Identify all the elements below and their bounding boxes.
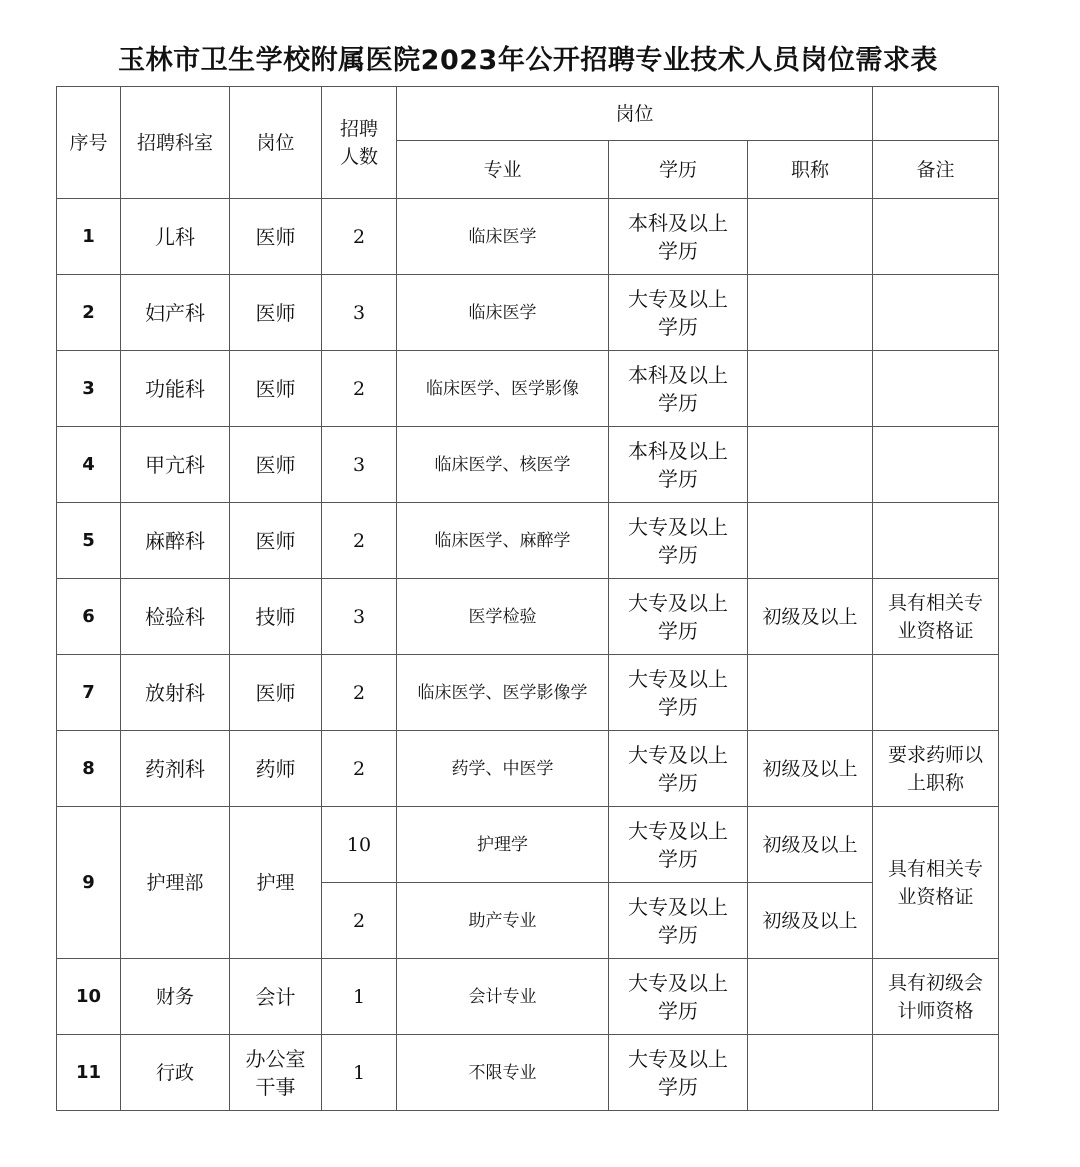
row-education: 大专及以上学历 (609, 959, 748, 1035)
row-seq: 11 (57, 1035, 121, 1111)
row-dept: 甲亢科 (121, 427, 230, 503)
row-dept: 护理部 (121, 807, 230, 959)
row-position: 医师 (230, 503, 322, 579)
row-dept: 麻醉科 (121, 503, 230, 579)
row-title (748, 351, 873, 427)
row-remark: 具有初级会计师资格 (873, 959, 999, 1035)
row-title (748, 959, 873, 1035)
row-dept: 功能科 (121, 351, 230, 427)
row-major: 临床医学 (397, 275, 609, 351)
row-remark: 具有相关专业资格证 (873, 579, 999, 655)
row-major: 护理学 (397, 807, 609, 883)
table-row (57, 731, 999, 807)
row-seq: 6 (57, 579, 121, 655)
row-count: 2 (322, 655, 397, 731)
row-title (748, 199, 873, 275)
row-seq: 10 (57, 959, 121, 1035)
row-remark (873, 1035, 999, 1111)
row-count: 2 (322, 199, 397, 275)
table-row (57, 351, 999, 427)
header-major: 专业 (397, 141, 609, 199)
row-seq: 9 (57, 807, 121, 959)
row-position: 护理 (230, 807, 322, 959)
row-seq: 4 (57, 427, 121, 503)
page-title: 玉林市卫生学校附属医院2023年公开招聘专业技术人员岗位需求表 (118, 45, 938, 76)
row-major: 药学、中医学 (397, 731, 609, 807)
row-major: 会计专业 (397, 959, 609, 1035)
row-education: 大专及以上学历 (609, 731, 748, 807)
row-major: 助产专业 (397, 883, 609, 959)
row-position: 医师 (230, 351, 322, 427)
header-dept: 招聘科室 (121, 87, 230, 199)
row-education: 本科及以上学历 (609, 427, 748, 503)
header-position: 岗位 (230, 87, 322, 199)
row-title: 初级及以上 (748, 807, 873, 883)
row-dept: 儿科 (121, 199, 230, 275)
row-seq: 8 (57, 731, 121, 807)
recruitment-table (56, 86, 999, 1111)
row-education: 大专及以上学历 (609, 275, 748, 351)
row-count: 3 (322, 275, 397, 351)
header-empty (873, 87, 999, 141)
row-title: 初级及以上 (748, 731, 873, 807)
table-row (57, 655, 999, 731)
row-education: 大专及以上学历 (609, 883, 748, 959)
row-position: 药师 (230, 731, 322, 807)
table-row (57, 807, 999, 883)
table-row (57, 1035, 999, 1111)
row-seq: 5 (57, 503, 121, 579)
row-count: 2 (322, 351, 397, 427)
row-position: 会计 (230, 959, 322, 1035)
row-major: 临床医学 (397, 199, 609, 275)
row-dept: 药剂科 (121, 731, 230, 807)
row-education: 本科及以上学历 (609, 199, 748, 275)
row-title (748, 275, 873, 351)
header-remark: 备注 (873, 141, 999, 199)
row-remark (873, 275, 999, 351)
table-row (57, 199, 999, 275)
row-major: 医学检验 (397, 579, 609, 655)
row-major: 临床医学、医学影像 (397, 351, 609, 427)
row-title (748, 503, 873, 579)
row-title: 初级及以上 (748, 883, 873, 959)
row-major: 临床医学、麻醉学 (397, 503, 609, 579)
row-position: 医师 (230, 275, 322, 351)
row-count: 1 (322, 959, 397, 1035)
row-title: 初级及以上 (748, 579, 873, 655)
row-count: 1 (322, 1035, 397, 1111)
row-title (748, 1035, 873, 1111)
row-count: 3 (322, 579, 397, 655)
header-group: 岗位 (397, 87, 873, 141)
row-major: 临床医学、医学影像学 (397, 655, 609, 731)
row-remark: 具有相关专业资格证 (873, 807, 999, 959)
row-title (748, 427, 873, 503)
table-row (57, 427, 999, 503)
header-count: 招聘人数 (322, 87, 397, 199)
row-seq: 7 (57, 655, 121, 731)
row-count: 3 (322, 427, 397, 503)
row-education: 大专及以上学历 (609, 1035, 748, 1111)
row-education: 本科及以上学历 (609, 351, 748, 427)
row-position: 医师 (230, 427, 322, 503)
table-row (57, 503, 999, 579)
row-remark (873, 427, 999, 503)
header-education: 学历 (609, 141, 748, 199)
row-position: 医师 (230, 199, 322, 275)
row-dept: 放射科 (121, 655, 230, 731)
row-remark (873, 655, 999, 731)
row-seq: 1 (57, 199, 121, 275)
row-education: 大专及以上学历 (609, 807, 748, 883)
row-count: 10 (322, 807, 397, 883)
row-education: 大专及以上学历 (609, 655, 748, 731)
row-count: 2 (322, 503, 397, 579)
row-remark (873, 351, 999, 427)
table-row (57, 959, 999, 1035)
row-position: 办公室干事 (230, 1035, 322, 1111)
header-title: 职称 (748, 141, 873, 199)
row-remark: 要求药师以上职称 (873, 731, 999, 807)
row-education: 大专及以上学历 (609, 503, 748, 579)
row-dept: 行政 (121, 1035, 230, 1111)
row-title (748, 655, 873, 731)
row-dept: 检验科 (121, 579, 230, 655)
row-remark (873, 503, 999, 579)
header-seq: 序号 (57, 87, 121, 199)
row-position: 医师 (230, 655, 322, 731)
table-row (57, 579, 999, 655)
row-major: 临床医学、核医学 (397, 427, 609, 503)
row-dept: 财务 (121, 959, 230, 1035)
row-count: 2 (322, 883, 397, 959)
row-dept: 妇产科 (121, 275, 230, 351)
header-row-1 (57, 87, 999, 141)
table-row (57, 275, 999, 351)
row-position: 技师 (230, 579, 322, 655)
row-seq: 3 (57, 351, 121, 427)
row-remark (873, 199, 999, 275)
row-seq: 2 (57, 275, 121, 351)
row-count: 2 (322, 731, 397, 807)
row-education: 大专及以上学历 (609, 579, 748, 655)
row-major: 不限专业 (397, 1035, 609, 1111)
